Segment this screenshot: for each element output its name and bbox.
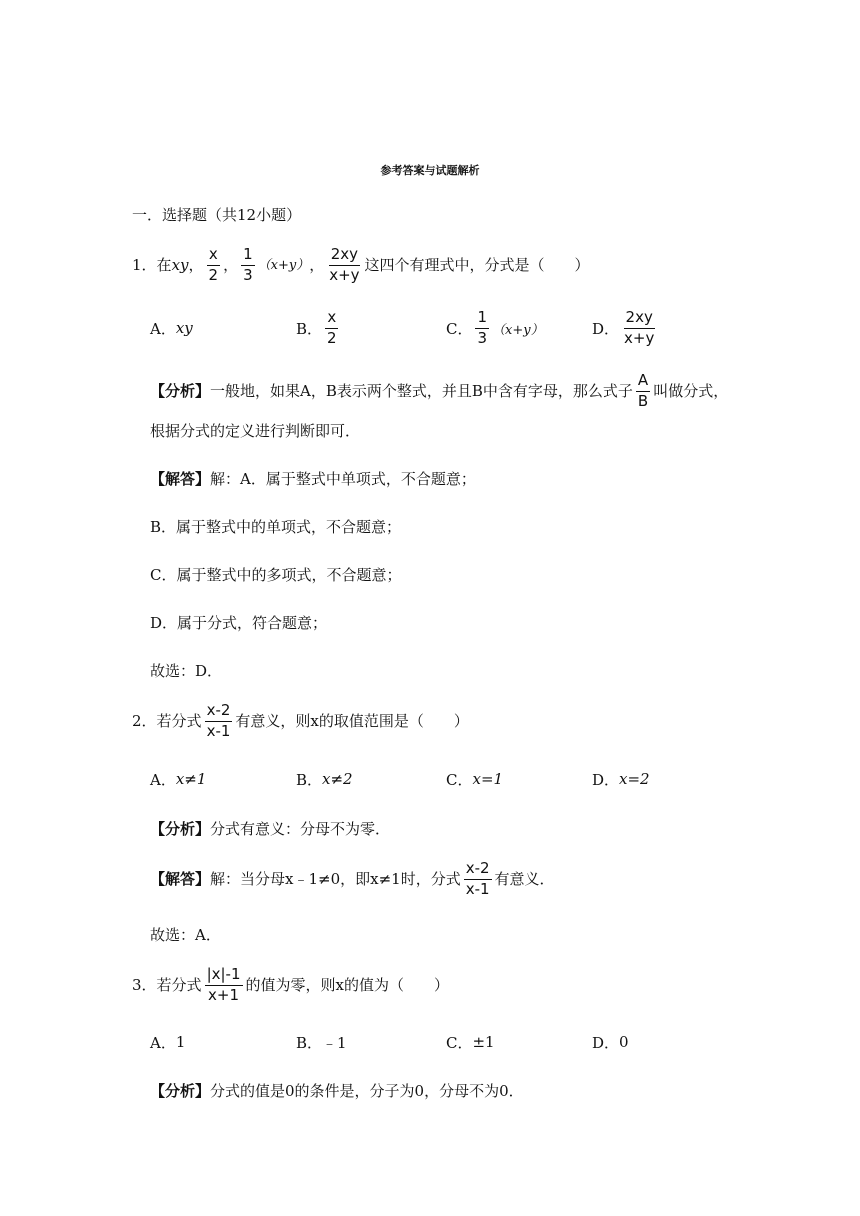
numerator: |x|-1 <box>205 966 243 985</box>
question-number: 2． <box>132 711 157 730</box>
analysis-text-suffix: 叫做分式， <box>653 381 729 400</box>
option-label: C． <box>446 770 473 789</box>
denominator: B <box>637 391 649 410</box>
option-a <box>150 303 193 353</box>
denominator: 2 <box>327 328 337 347</box>
numerator: x <box>207 246 220 265</box>
fraction-abs-x-minus-1-over-x-plus-1 <box>205 966 243 1004</box>
option-label: D． <box>592 1033 620 1052</box>
fraction-x-over-2 <box>207 246 221 284</box>
fraction-x-minus-2-over-x-minus-1 <box>205 702 233 740</box>
option-a <box>150 754 206 804</box>
option-label: B． <box>296 1033 323 1052</box>
option-c <box>446 1017 495 1067</box>
analysis-line-2: 根据分式的定义进行判断即可． <box>150 421 361 440</box>
option-value: x≠2 <box>322 770 353 788</box>
answer-line: 故选：A． <box>150 925 221 944</box>
fraction-x-minus-2-over-x-minus-1 <box>464 860 492 898</box>
denominator: x+y <box>624 328 655 347</box>
question-number: 1． <box>132 255 157 274</box>
answer-line: 故选：D． <box>150 661 223 680</box>
option-c <box>446 303 544 353</box>
solution-text: 解：当分母x﹣1≠0，即x≠1时，分式 <box>210 869 461 888</box>
solution-line <box>150 854 555 904</box>
numerator: 2xy <box>624 309 655 328</box>
denominator: 2 <box>208 265 219 284</box>
document-title: 参考答案与试题解析 <box>380 163 480 177</box>
separator: ， <box>188 255 204 274</box>
fraction-1-over-3 <box>475 309 489 347</box>
option-label: A． <box>150 319 176 338</box>
denominator: x-1 <box>206 721 231 740</box>
solution-tag: 【解答】 <box>150 469 211 488</box>
option-d <box>592 303 659 353</box>
option-value: ﹣1 <box>322 1033 347 1052</box>
option-value: ±1 <box>472 1033 495 1051</box>
fraction-2xy-over-x-plus-y <box>622 309 656 347</box>
option-value: x=1 <box>472 770 504 788</box>
option-label: B． <box>296 319 323 338</box>
numerator: A <box>636 372 650 391</box>
question-text-suffix: 的值为零，则x的值为（ ） <box>245 975 449 994</box>
expression-x-plus-y: （x+y） <box>257 257 310 273</box>
option-value: x≠1 <box>175 770 207 788</box>
analysis-text: 一般地，如果A，B表示两个整式，并且B中含有字母，那么式子 <box>210 381 633 400</box>
denominator: 3 <box>477 328 488 347</box>
option-b <box>296 303 342 353</box>
numerator: x <box>325 309 338 328</box>
analysis-text: 分式有意义：分母不为零． <box>210 819 391 838</box>
separator: ， <box>309 255 325 274</box>
option-a <box>150 1017 185 1067</box>
question-number: 3． <box>132 975 157 994</box>
analysis-line <box>150 1066 524 1116</box>
option-label: D． <box>592 770 620 789</box>
fraction-a-over-b <box>636 372 650 410</box>
analysis-text: 分式的值是0的条件是，分子为0，分母不为0． <box>210 1081 524 1100</box>
question-3-stem <box>132 960 449 1010</box>
numerator: 1 <box>475 309 489 328</box>
solution-line-3: C．属于整式中的多项式，不合题意； <box>150 565 402 584</box>
option-value: 1 <box>175 1033 186 1051</box>
fraction-x-over-2 <box>325 309 339 347</box>
fraction-1-over-3 <box>241 246 255 284</box>
numerator: x-2 <box>205 702 233 721</box>
analysis-tag: 【分析】 <box>150 819 211 838</box>
denominator: x+y <box>329 265 360 284</box>
option-d <box>592 1017 629 1067</box>
option-label: A． <box>150 770 176 789</box>
analysis-line <box>150 804 390 854</box>
option-value: x=2 <box>619 770 650 788</box>
solution-line-4: D．属于分式，符合题意； <box>150 613 328 632</box>
question-text: 在 <box>156 255 172 274</box>
separator: ， <box>223 255 239 274</box>
question-text-suffix: 有意义，则x的取值范围是（ ） <box>235 711 469 730</box>
analysis-tag: 【分析】 <box>150 381 211 400</box>
option-b <box>296 754 353 804</box>
option-label: C． <box>446 319 473 338</box>
expression-xy: xy <box>171 255 189 274</box>
option-value-suffix: （x+y） <box>492 322 544 338</box>
numerator: x-2 <box>464 860 492 879</box>
solution-line <box>150 454 476 504</box>
section-heading: 一．选择题（共12小题） <box>132 205 302 224</box>
option-label: B． <box>296 770 323 789</box>
numerator: 1 <box>241 246 255 265</box>
option-b <box>296 1017 347 1067</box>
question-text-suffix: 这四个有理式中，分式是（ ） <box>364 255 590 274</box>
denominator: x-1 <box>465 879 490 898</box>
denominator: x+1 <box>208 985 240 1004</box>
numerator: 2xy <box>329 246 360 265</box>
solution-tag: 【解答】 <box>150 869 211 888</box>
question-2-stem <box>132 696 469 746</box>
question-text: 若分式 <box>156 975 202 994</box>
solution-text: 解：A．属于整式中单项式，不合题意； <box>210 469 476 488</box>
denominator: 3 <box>243 265 253 284</box>
solution-line-2: B．属于整式中的单项式，不合题意； <box>150 517 402 536</box>
option-d <box>592 754 650 804</box>
question-1-stem <box>132 240 590 290</box>
fraction-2xy-over-x-plus-y <box>327 246 361 284</box>
option-value: 0 <box>619 1033 629 1051</box>
option-c <box>446 754 503 804</box>
option-value: xy <box>175 319 193 337</box>
question-text: 若分式 <box>156 711 202 730</box>
solution-text-suffix: 有意义． <box>494 869 555 888</box>
option-label: C． <box>446 1033 473 1052</box>
option-label: D． <box>592 319 620 338</box>
analysis-tag: 【分析】 <box>150 1081 211 1100</box>
option-label: A． <box>150 1033 176 1052</box>
